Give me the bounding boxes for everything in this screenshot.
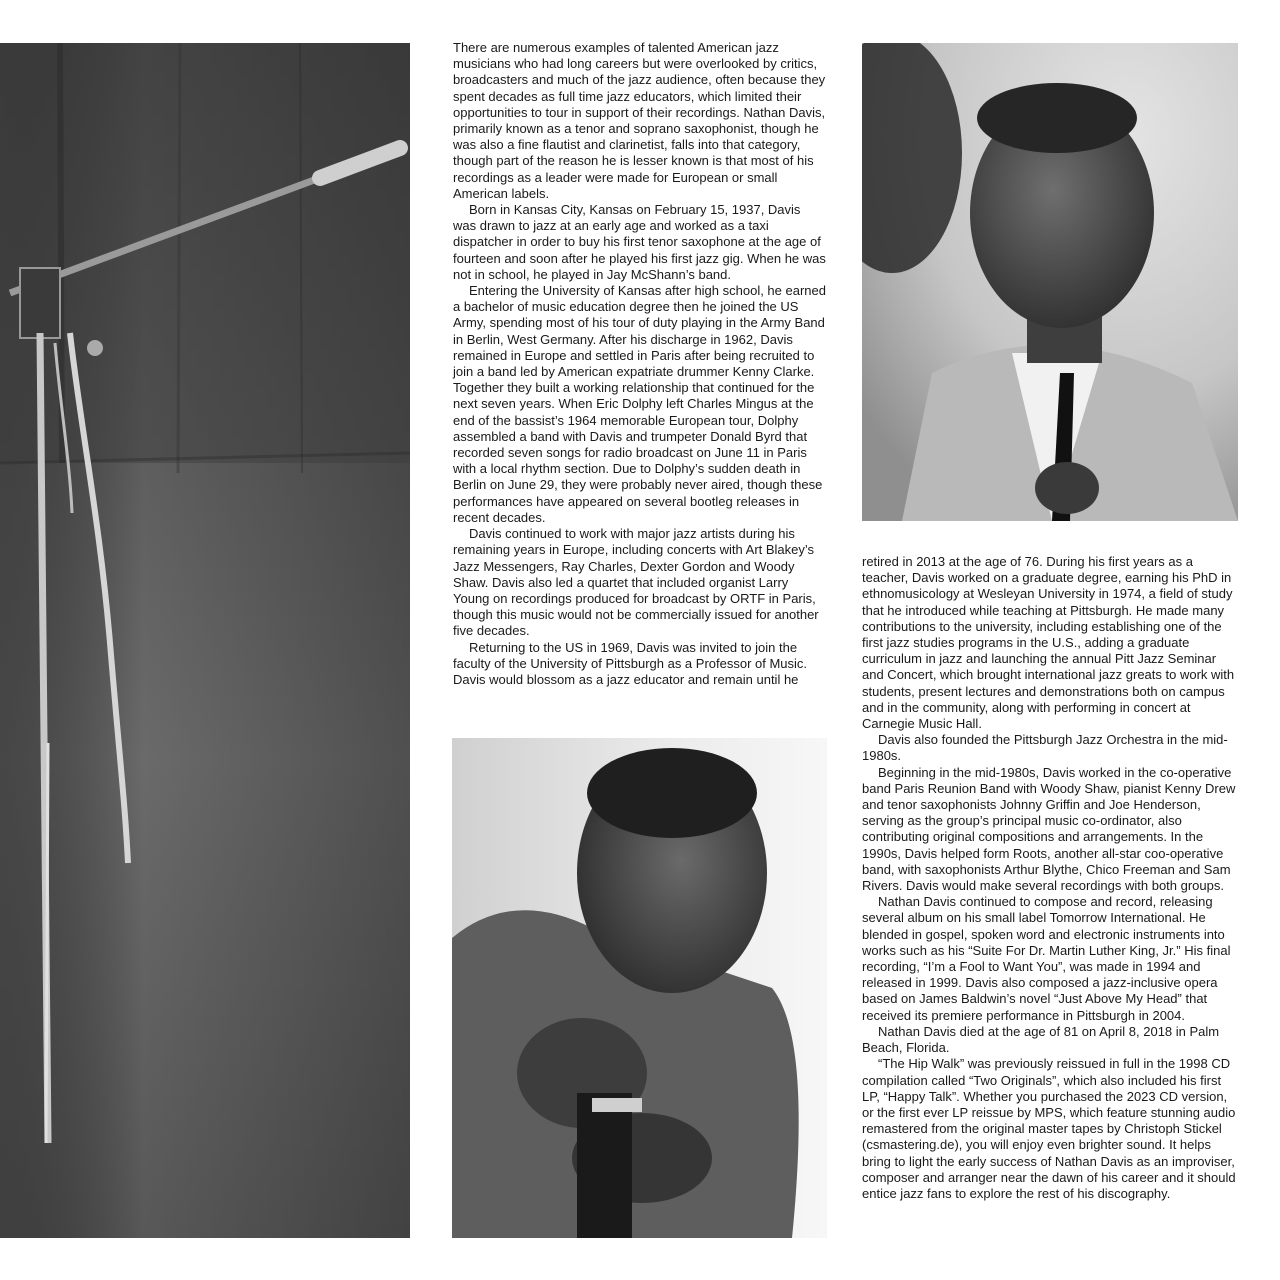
paragraph: There are numerous examples of talented American jazz musicians who had long careers but were overlooked by critics, broadcasters and much of the jazz audience, often because they spent decades as full time jazz educators, which limited their opportunities to tour in support of their recordings. Nathan Davis, primarily known as a tenor and soprano saxophonist, though he was also a fine flautist and clarinetist, falls into that category, though part of the reason he is lesser known is that most of his recordings as a leader were made for European or small American labels. [453,40,826,201]
photo-portrait-suit [862,43,1238,521]
photo-microphone-stand [0,43,410,1238]
paragraph: Nathan Davis continued to compose and record, releasing several album on his small label Tomorrow International. He blended in gospel, spoken word and electronic instruments into works such as his “Suite For Dr. Martin Luther King, Jr.” His final recording, “I’m a Fool to Want You”, was made in 1994 and released in 1999. Davis also composed a jazz-inclusive opera based on James Baldwin’s novel “Just Above My Head” that received its premiere performance in Pittsburgh in 2004. [862,894,1231,1023]
paragraph: “The Hip Walk” was previously reissued in full in the 1998 CD compilation called “Two Originals”, which also included his first LP, “Happy Talk”. Whether you purchased the 2023 CD version, or the first ever LP reissue by MPS, which feature stunning audio remastered from the original master tapes by Christoph Stickel (csmastering.de), you will enjoy even brighter sound. It helps bring to light the early success of Nathan Davis as an improviser, composer and arranger near the dawn of his career and it should entice jazz fans to explore the rest of his discography. [862,1056,1236,1201]
article-column-right [862,554,1238,1202]
paragraph: Davis continued to work with major jazz artists during his remaining years in Europe, including concerts with Art Blakey’s Jazz Messengers, Ray Charles, Dexter Gordon and Woody Shaw. Davis also led a quartet that included organist Larry Young on recordings produced for broadcast by ORTF in Paris, though this music would not be commercially issued for another five decades. [453,526,819,639]
paragraph: Davis also founded the Pittsburgh Jazz Orchestra in the mid-1980s. [862,732,1228,764]
photo-portrait-reed [452,738,827,1238]
paragraph: Nathan Davis died at the age of 81 on April 8, 2018 in Palm Beach, Florida. [862,1023,1220,1056]
paragraph: Entering the University of Kansas after high school, he earned a bachelor of music education degree then he joined the US Army, spending most of his tour of duty playing in the Army Band in Berlin, West Germany. After his discharge in 1962, Davis remained in Europe and settled in Paris after being recruited to join a band led by American expatriate drummer Kenny Clarke. Together they built a working relationship that continued for the next seven years. When Eric Dolphy left Charles Mingus at the end of the bassist’s 1964 memorable European tour, Dolphy assembled a band with Davis and trumpeter Donald Byrd that recorded seven songs for radio broadcast on June 11 in Paris with a local rhythm section. Due to Dolphy’s sudden death in Berlin on June 29, they were probably never aired, though these performances have appeared on several bootleg releases in recent decades. [453,283,826,525]
article-column-middle [453,40,827,688]
paragraph: Born in Kansas City, Kansas on February 15, 1937, Davis was drawn to jazz at an early age and worked as a taxi dispatcher in order to buy his first tenor saxophone at the age of fourteen and soon after he played his first jazz gig. When he was not in school, he played in Jay McShann’s band. [453,202,826,282]
paragraph: Returning to the US in 1969, Davis was invited to join the faculty of the University of Pittsburgh as a Professor of Music. Davis would blossom as a jazz educator and remain until he [453,639,808,687]
paragraph: retired in 2013 at the age of 76. During his first years as a teacher, Davis worked on a graduate degree, earning his PhD in ethnomusicology at Wesleyan University in 1974, a field of study that he introduced while teaching at Pittsburgh. He made many contributions to the university, including establishing one of the first jazz studies programs in the U.S., adding a graduate curriculum in jazz and launching the annual Pitt Jazz Seminar and Concert, which brought international jazz greats to work with students, present lectures and demonstrations both on campus and in the community, along with performing in concert at Carnegie Music Hall. [862,554,1235,732]
paragraph: Beginning in the mid-1980s, Davis worked in the co-operative band Paris Reunion Band with Woody Shaw, pianist Kenny Drew and tenor saxophonists Johnny Griffin and Joe Henderson, serving as the group’s principal music co-ordinator, also contributing original compositions and arrangements. In the 1990s, Davis helped form Roots, another all-star coo-operative band, with saxophonists Arthur Blythe, Chico Freeman and Sam Rivers. Davis would make several recordings with both groups. [862,764,1236,894]
